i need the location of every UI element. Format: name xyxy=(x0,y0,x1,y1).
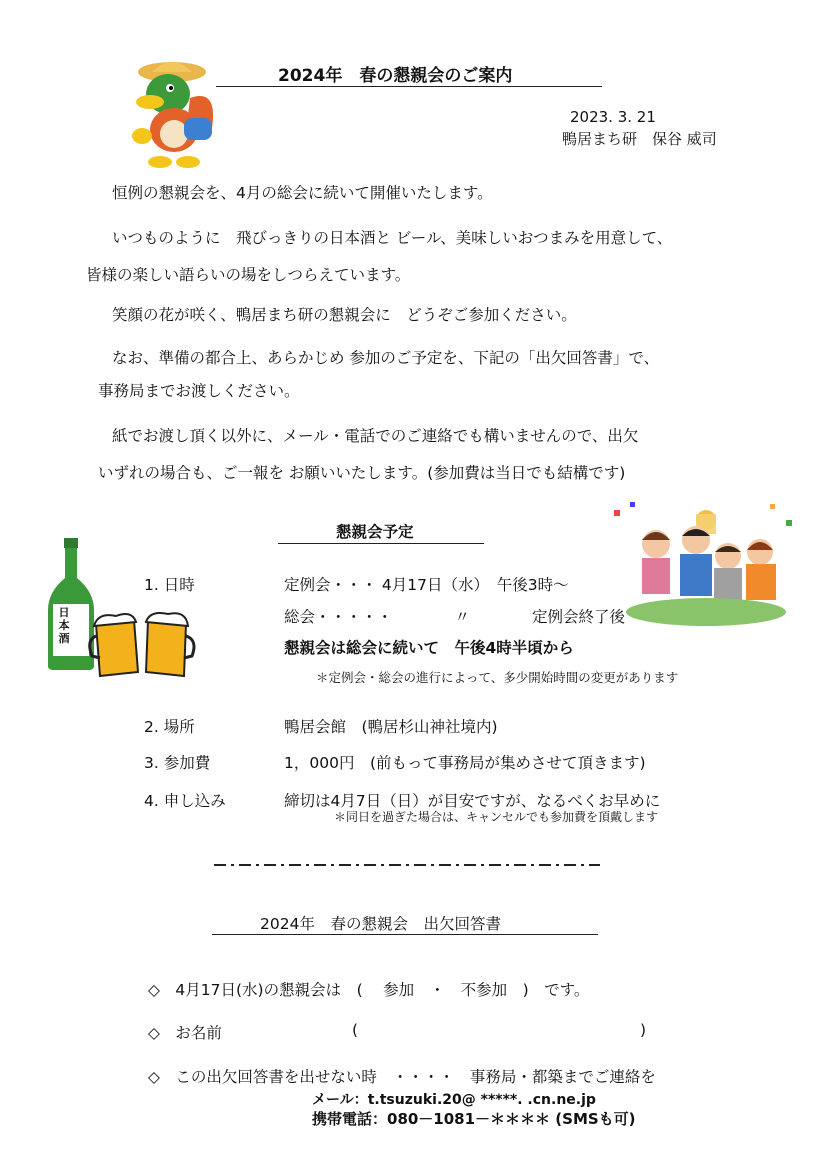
schedule-item-3-line-1: 1，000円 (前もって事務局が集めさせて頂きます) xyxy=(284,754,646,772)
document-date: 2023. 3. 21 xyxy=(570,108,656,126)
schedule-item-1-line-1: 定例会・・・ 4月17日（水） 午後3時～ xyxy=(284,576,569,594)
response-form-heading-underline xyxy=(212,934,598,935)
contact-email: メール：t.tsuzuki.20@ *****. .cn.ne.jp xyxy=(312,1092,596,1108)
intro-paragraph-1: 恒例の懇親会を、4月の総会に続いて開催いたします。 xyxy=(112,184,493,202)
schedule-item-1-line-2: 総会・・・・・ 〃 定例会終了後 xyxy=(284,608,626,626)
schedule-item-1-line-3: 懇親会は総会に続いて 午後4時半頃から xyxy=(284,639,574,657)
name-field-open-paren: ( xyxy=(352,1021,359,1039)
intro-paragraph-4a: なお、準備の都合上、あらかじめ 参加のご予定を、下記の「出欠回答書」で、 xyxy=(112,349,660,367)
intro-paragraph-5a: 紙でお渡し頂く以外に、メール・電話でのご連絡でも構いませんので、出欠 xyxy=(112,427,639,445)
page-title: 2024年 春の懇親会のご案内 xyxy=(278,66,513,86)
schedule-heading: 懇親会予定 xyxy=(336,523,414,541)
cut-line-divider xyxy=(214,864,600,866)
contact-phone: 携帯電話：080－1081－＊＊＊＊ (SMSも可) xyxy=(312,1110,636,1128)
document-sender: 鴨居まち研 保谷 威司 xyxy=(562,130,717,148)
intro-paragraph-5b: いずれの場合も、ご一報を お願いいたします。(参加費は当日でも結構です) xyxy=(98,464,626,482)
response-form-heading: 2024年 春の懇親会 出欠回答書 xyxy=(260,915,501,933)
name-field-close-paren: ) xyxy=(640,1021,647,1039)
intro-paragraph-2b: 皆様の楽しい語らいの場をしつらえています。 xyxy=(86,266,411,284)
schedule-item-2-label: 2. 場所 xyxy=(144,718,195,736)
title-underline xyxy=(216,86,602,87)
schedule-item-1-note: ＊定例会・総会の進行によって、多少開始時間の変更があります xyxy=(316,670,679,685)
schedule-item-1-label: 1. 日時 xyxy=(144,576,195,594)
intro-paragraph-4b: 事務局までお渡しください。 xyxy=(98,382,300,400)
schedule-item-4-label: 4. 申し込み xyxy=(144,792,226,810)
schedule-heading-underline xyxy=(278,543,484,544)
schedule-item-3-label: 3. 参加費 xyxy=(144,754,211,772)
intro-paragraph-3: 笑顔の花が咲く、鴨居まち研の懇親会に どうぞご参加ください。 xyxy=(112,306,577,324)
sake-label-text: 日本酒 xyxy=(58,606,70,645)
attendance-question: ◇ 4月17日(水)の懇親会は ( 参加 ・ 不参加 ) です。 xyxy=(148,981,590,999)
intro-paragraph-2a: いつものように 飛びっきりの日本酒と ビール、美味しいおつまみを用意して、 xyxy=(112,229,673,247)
schedule-item-2-line-1: 鴨居会館 (鴨居杉山神社境内) xyxy=(284,718,498,736)
party-people-illustration xyxy=(610,500,800,630)
duck-mascot-illustration xyxy=(128,58,224,170)
schedule-item-4-line-1: 締切は4月7日（日）が目安ですが、なるべくお早めに xyxy=(284,792,661,810)
name-field-label: ◇ お名前 xyxy=(148,1024,222,1042)
contact-instruction: ◇ この出欠回答書を出せない時 ・・・・ 事務局・都築までご連絡を xyxy=(148,1068,656,1086)
beer-mugs-illustration xyxy=(88,606,198,678)
schedule-item-4-note: ＊同日を過ぎた場合は、キャンセルでも参加費を頂戴します xyxy=(334,810,659,824)
